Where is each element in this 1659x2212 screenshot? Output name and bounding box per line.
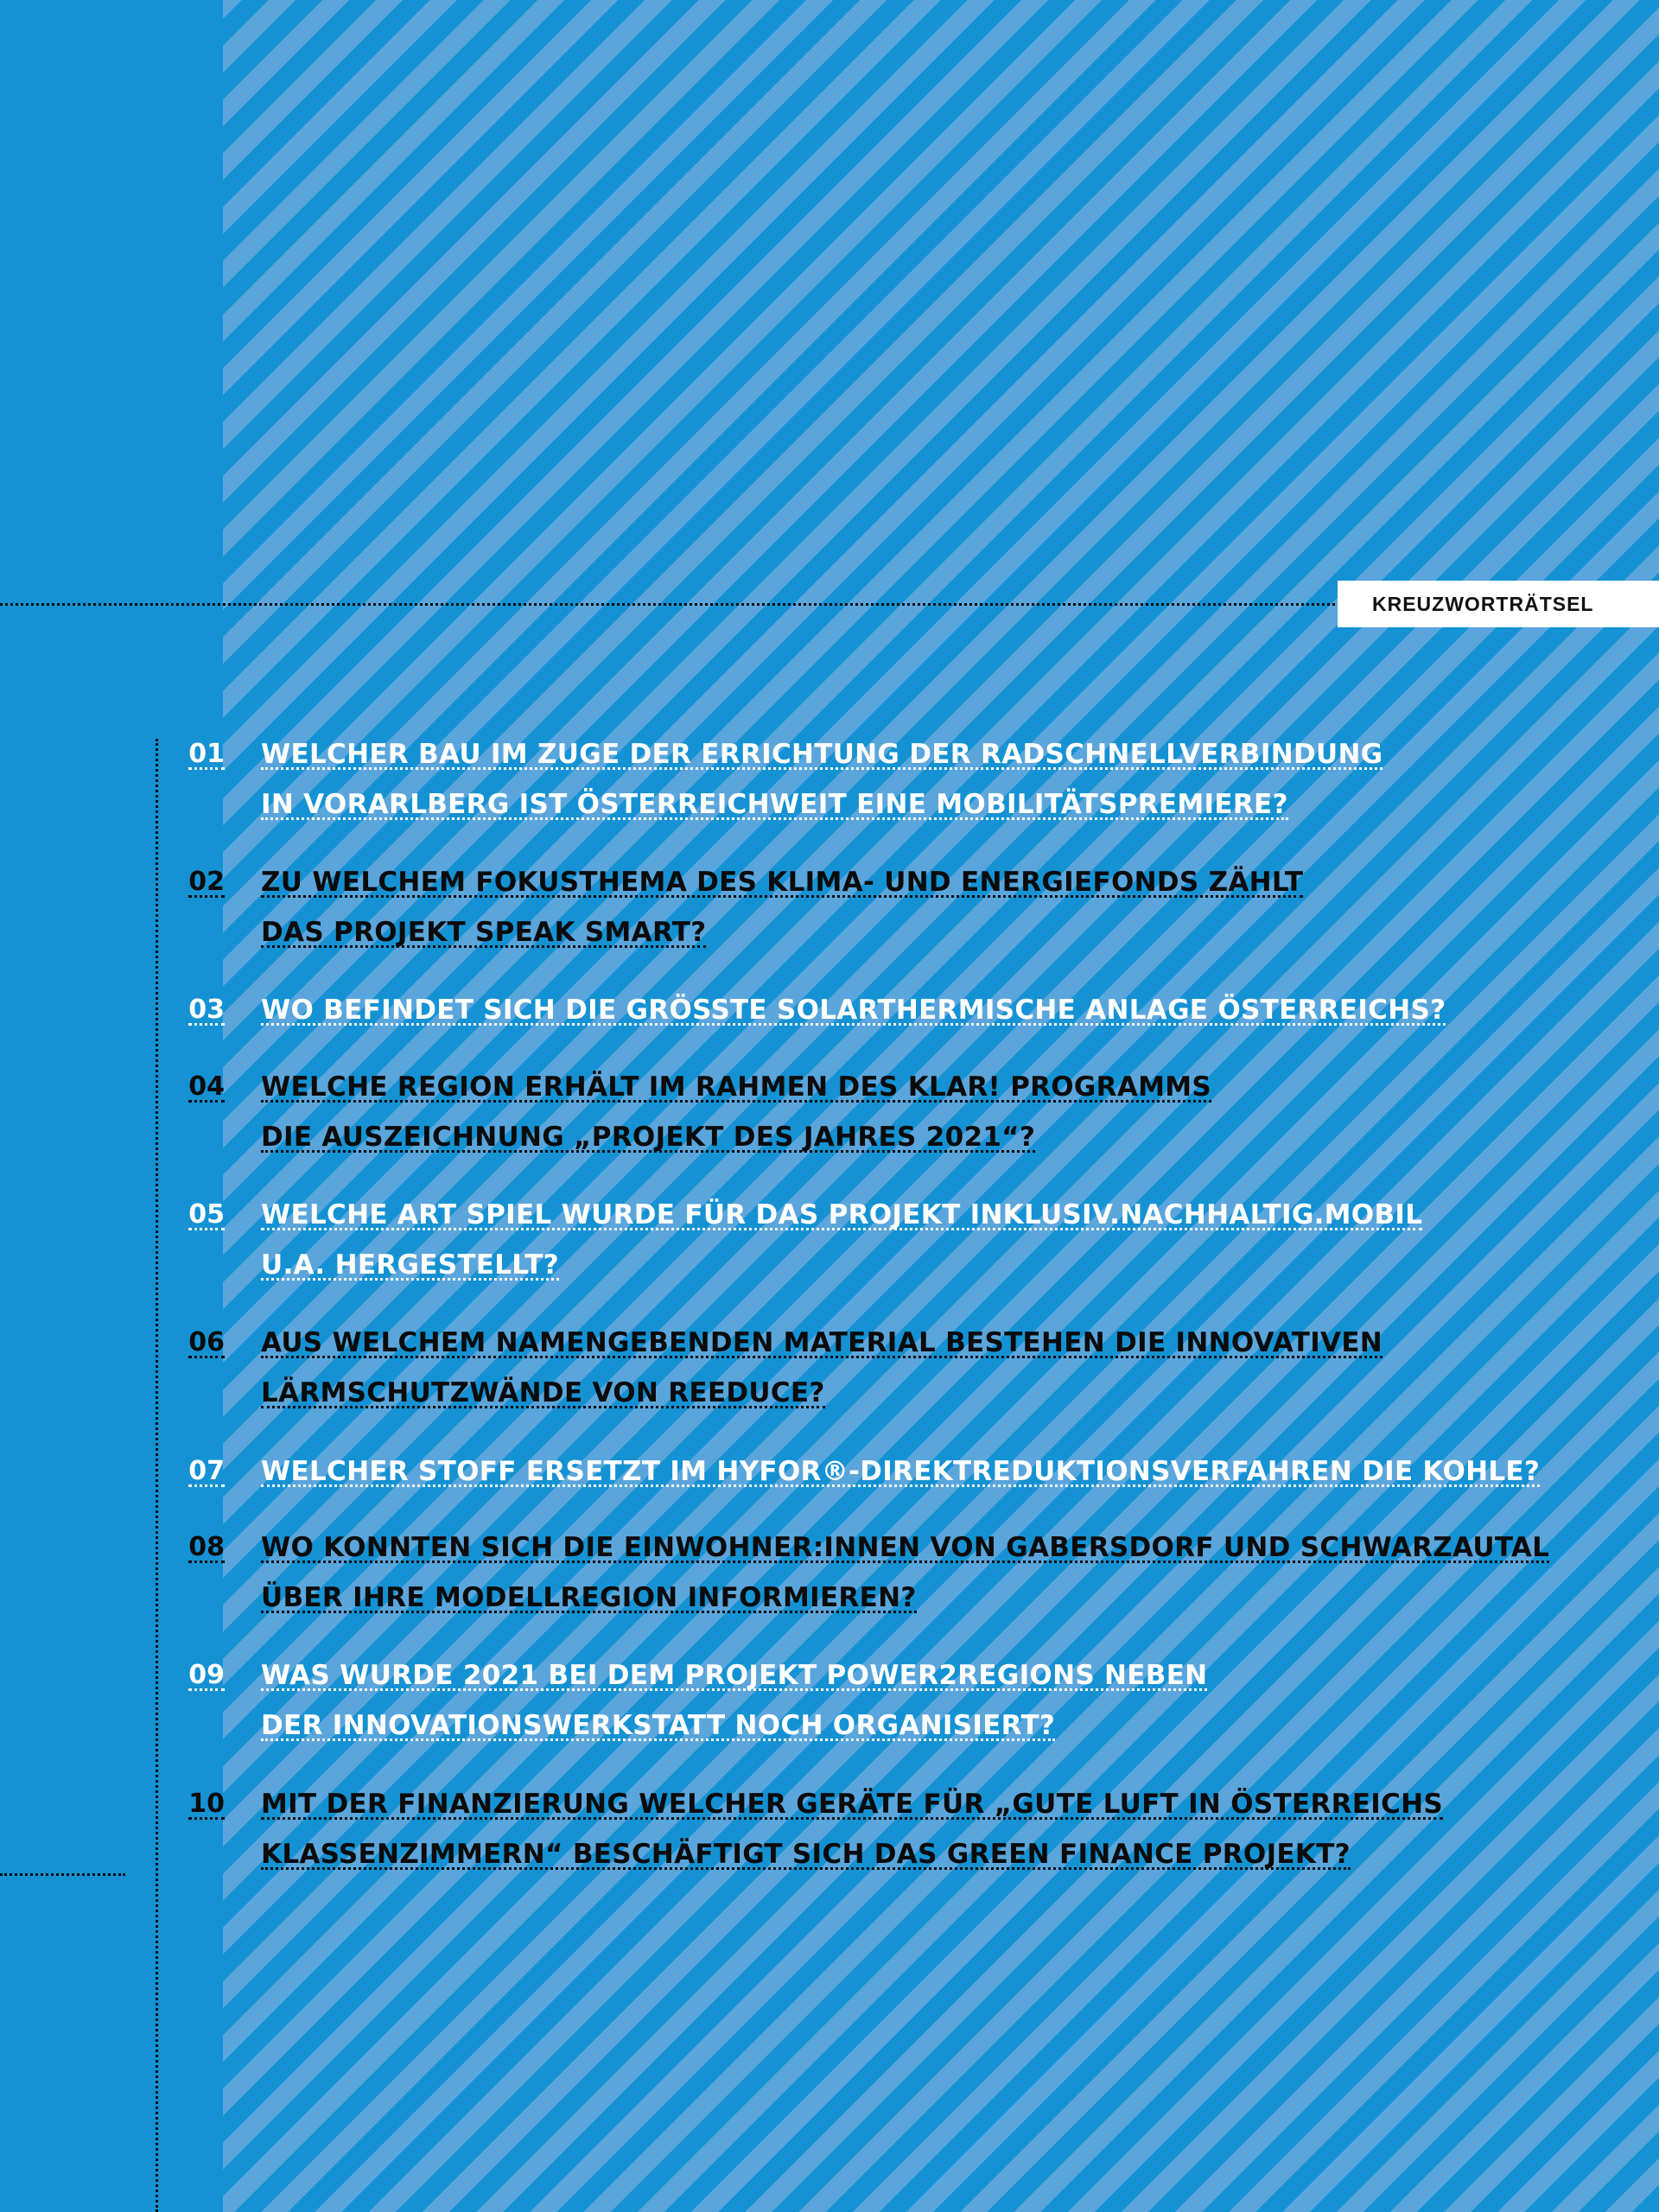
question-line: KLASSENZIMMERN“ BESCHÄFTIGT SICH DAS GREEN FINANCE PROJEKT? bbox=[261, 1829, 1351, 1870]
question-line: WAS WURDE 2021 BEI DEM PROJEKT POWER2REGIONS NEBEN bbox=[261, 1650, 1207, 1691]
question-line: WO BEFINDET SICH DIE GRÖSSTE SOLARTHERMISCHE ANLAGE ÖSTERREICHS? bbox=[261, 985, 1446, 1026]
question-line: DER INNOVATIONSWERKSTATT NOCH ORGANISIERT? bbox=[261, 1700, 1055, 1741]
question-text bbox=[261, 1318, 1382, 1418]
question-number: 01 bbox=[188, 729, 225, 770]
question-number: 02 bbox=[188, 857, 225, 898]
dotted-rule-top bbox=[0, 603, 1335, 606]
question-number: 06 bbox=[188, 1318, 225, 1358]
question-line: ÜBER IHRE MODELLREGION INFORMIEREN? bbox=[261, 1573, 917, 1613]
question-line: DIE AUSZEICHNUNG „PROJEKT DES JAHRES 2021“? bbox=[261, 1112, 1035, 1153]
question-line: WELCHE ART SPIEL WURDE FÜR DAS PROJEKT INKLUSIV.NACHHALTIG.MOBIL bbox=[261, 1190, 1422, 1230]
question-line: LÄRMSCHUTZWÄNDE VON REEDUCE? bbox=[261, 1368, 825, 1408]
dotted-rule-bottom bbox=[0, 1873, 125, 1876]
question-text bbox=[261, 729, 1382, 830]
question-line: WELCHE REGION ERHÄLT IM RAHMEN DES KLAR! PROGRAMMS bbox=[261, 1062, 1211, 1103]
question-line: U.A. HERGESTELLT? bbox=[261, 1240, 559, 1281]
question-number: 08 bbox=[188, 1522, 225, 1563]
question-line: AUS WELCHEM NAMENGEBENDEN MATERIAL BESTEHEN DIE INNOVATIVEN bbox=[261, 1318, 1382, 1358]
question-line: ZU WELCHEM FOKUSTHEMA DES KLIMA- UND ENERGIEFONDS ZÄHLT bbox=[261, 857, 1303, 898]
section-label-tag bbox=[1338, 581, 1659, 627]
question-line: WO KONNTEN SICH DIE EINWOHNER:INNEN VON GABERSDORF UND SCHWARZAUTAL bbox=[261, 1522, 1549, 1563]
question-number: 07 bbox=[188, 1446, 225, 1487]
question-number: 10 bbox=[188, 1779, 225, 1820]
question-line: WELCHER BAU IM ZUGE DER ERRICHTUNG DER RADSCHNELLVERBINDUNG bbox=[261, 729, 1382, 770]
question-text bbox=[261, 985, 1446, 1035]
question-line: DAS PROJEKT SPEAK SMART? bbox=[261, 907, 706, 948]
question-text bbox=[261, 1446, 1540, 1497]
question-text bbox=[261, 1522, 1549, 1623]
question-line: MIT DER FINANZIERUNG WELCHER GERÄTE FÜR „GUTE LUFT IN ÖSTERREICHS bbox=[261, 1779, 1443, 1820]
question-text bbox=[261, 1779, 1443, 1879]
question-text bbox=[261, 857, 1303, 957]
question-number: 05 bbox=[188, 1190, 225, 1230]
question-line: IN VORARLBERG IST ÖSTERREICHWEIT EINE MOBILITÄTSPREMIERE? bbox=[261, 779, 1288, 820]
section-label: KREUZWORTRÄTSEL bbox=[1372, 592, 1594, 615]
question-number: 09 bbox=[188, 1650, 225, 1691]
question-text bbox=[261, 1650, 1207, 1751]
question-text bbox=[261, 1190, 1422, 1290]
dotted-rule-vertical bbox=[156, 739, 158, 2212]
question-line: WELCHER STOFF ERSETZT IM HYFOR®-DIREKTREDUKTIONSVERFAHREN DIE KOHLE? bbox=[261, 1446, 1540, 1487]
question-number: 03 bbox=[188, 985, 225, 1026]
question-number: 04 bbox=[188, 1062, 225, 1103]
question-text bbox=[261, 1062, 1211, 1162]
